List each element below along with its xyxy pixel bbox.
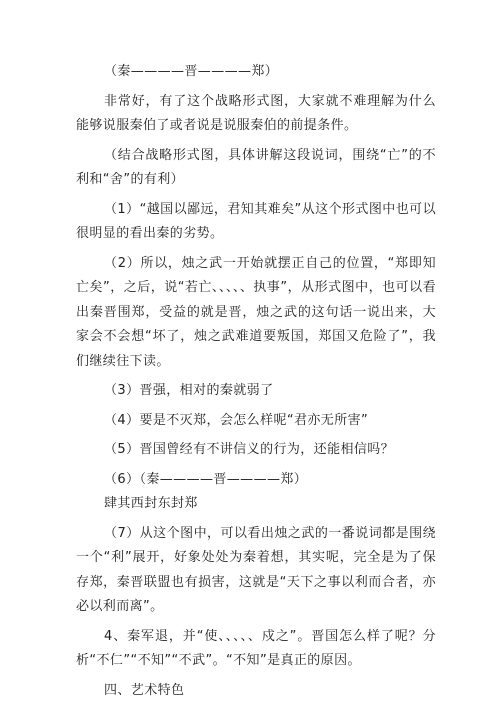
paragraph-point-4: （4）要是不灭郑，会怎么样呢“君亦无所害” [104,412,369,428]
paragraph-point-1: （1）“越国以鄙远，君知其难矣”从这个形式图中也可以很明显的看出秦的劣势。 [76,201,436,241]
paragraph-strategy-diagram: （秦————晋————郑） [104,64,279,79]
paragraph-point-3: （3）晋强，相对的秦就弱了 [104,383,274,398]
paragraph-note: （结合战略形式图，具体讲解这段说词，围绕“亡”的不利和“舍”的有利） [76,147,436,187]
heading-art-features: 四、艺术特色 [104,682,185,698]
paragraph-point-5: （5）晋国曾经有不讲信义的行为，还能相信吗？ [104,442,395,457]
paragraph-section-4: 4、秦军退，并“使、、、、、戍之”。晋国怎么样了呢？分析“不仁”“不知”“不武”。“不知”是真正的原因。 [76,628,436,668]
paragraph-intro: 非常好，有了这个战略形式图，大家就不难理解为什么能够说服秦伯了或者说是说服秦伯的前提条件。 [76,93,436,133]
paragraph-point-6: （6）（秦————晋————郑） [104,471,308,487]
paragraph-point-7: （7）从这个图中，可以看出烛之武的一番说词都是围绕一个“利”展开，好象处处为秦着想，其实呢，完全是为了保存郑，秦晋联盟也有损害，这就是“天下之事以利而合者，亦必以利而离”。 [76,525,436,614]
document-body [76,60,436,703]
paragraph-point-2: （2）所以，烛之武一开始就摆正自己的位置，“郑即知亡矣”，之后，说“若亡、、、、、执事”，从形式图中，也可以看出秦晋围郑，受益的就是晋，烛之武的这句话一说出来，大家会不会想“坏了，烛之武难道要叛国，郑国又危险了”，我们继续往下读。 [76,255,436,369]
paragraph-quote: 肆其西封东封郑 [104,496,198,511]
